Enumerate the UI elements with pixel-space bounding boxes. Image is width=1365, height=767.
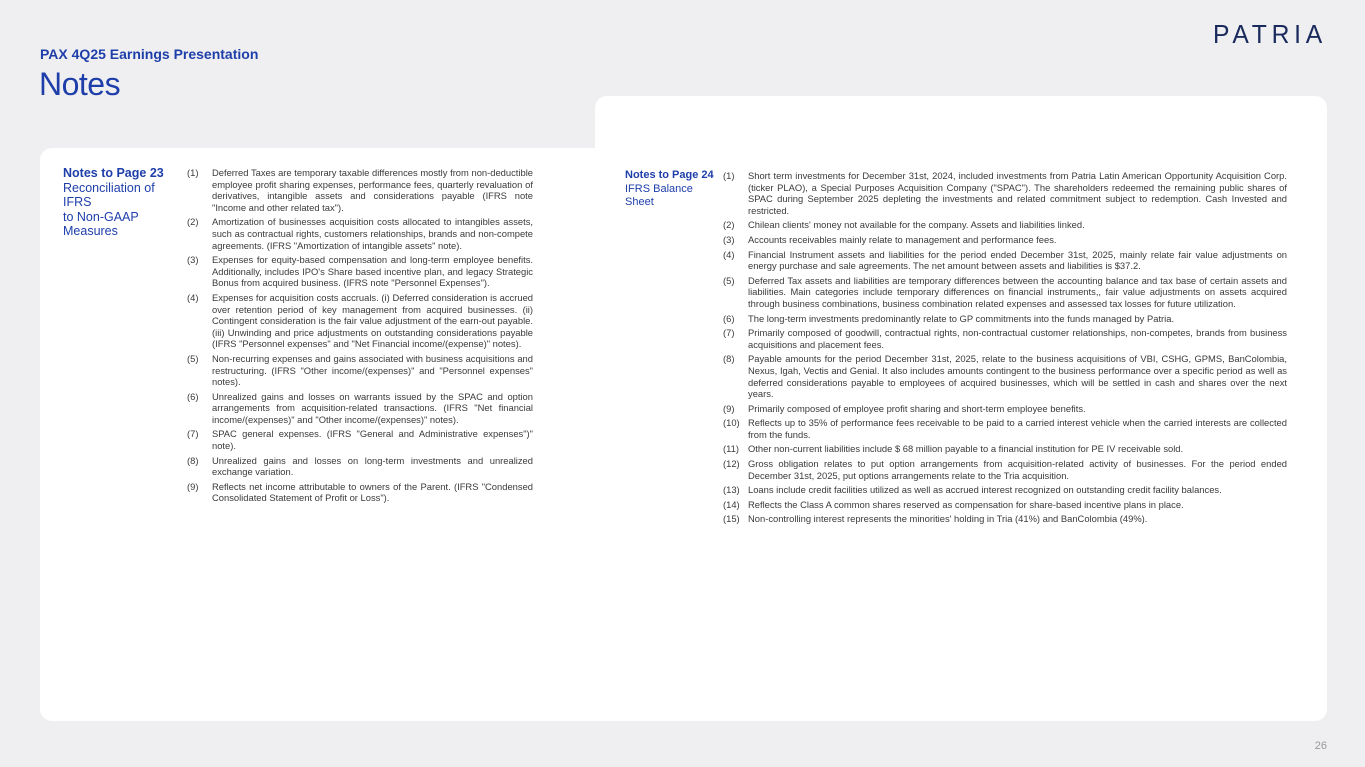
note-text: Financial Instrument assets and liabilities for the period ended December 31st, 2025, mainly relate fair value adjustments on energy purchase and sale agreements. The net amount between assets and liabilities is $37.2. [748,248,1287,272]
note-number: (11) [723,443,739,455]
note-text: Reflects up to 35% of performance fees receivable to be paid to a carried interest vehicle when the carried interests are collected from the funds. [748,417,1287,440]
note-text: Primarily composed of goodwill, contractual rights, non-contractual customer relationships, non-competes, brands from business acquisitions and placement fees. [748,327,1287,350]
note-item [187,167,533,213]
note-text: Expenses for equity-based compensation and long-term employee benefits. Additionally, includes IPO's Share based incentive plan, and legacy Strategic Bonus from acquired business. (IFRS note "Personnel Expenses"). [212,254,533,289]
note-number: (7) [187,428,199,440]
note-number: (14) [723,498,740,510]
note-item [723,458,1287,481]
note-text: Short term investments for December 31st, 2024, included investments from Patria Latin American Opportunity Acquisition Corp. (ticker PLAO), a Special Purposes Acquisition Company ("SPAC"). The shareholders redeemed the remaining public shares of SPAC during September 2025 depleting the investments and related commitment subject to redemption. Cash Invested and restricted. [748,170,1287,216]
note-text: Unrealized gains and losses on long-term investments and unrealized exchange variation. [212,454,533,478]
note-text: Expenses for acquisition costs accruals. (i) Deferred consideration is accrued over retention period of key management from acquired businesses. (ii) Contingent consideration is the fair value adjustment of the earn-out payable. (iii) Unwinding and price adjustments on outstanding considerations payable (IFRS "Personnel expenses" and "Net Financial income/(expense)" notes). [212,291,533,350]
note-text: Reflects the Class A common shares reserved as compensation for share-based incentive plans in place. [748,498,1184,510]
note-number: (10) [723,417,740,429]
note-number: (2) [187,216,199,228]
note-number: (8) [187,454,199,466]
left-subheading-line: Measures [63,224,118,238]
note-item [723,403,1287,415]
note-item [723,499,1287,511]
left-subheading-line: IFRS [63,195,92,209]
note-item [723,313,1287,325]
note-number: (7) [723,327,735,339]
note-number: (5) [187,352,199,364]
note-number: (8) [723,353,735,365]
note-text: Loans include credit facilities utilized as well as accrued interest recognized on outstanding credit facility balances. [748,484,1222,496]
note-number: (9) [723,402,735,414]
note-text: Deferred Tax assets and liabilities are temporary differences between the accounting balance and tax base of certain assets and liabilities. Main categories include temporary differences on financial instruments,, fair value adjustments on assets acquired through business combinations, business combination related expenses and assessed tax losses for future utilization. [748,274,1287,309]
left-heading-title: Notes to Page 23 [63,166,164,180]
note-number: (6) [187,390,199,402]
note-number: (4) [187,291,199,303]
note-item [187,292,533,350]
note-text: Chilean clients' money not available for the company. Assets and liabilities linked. [748,219,1085,231]
note-text: Non-recurring expenses and gains associated with business acquisitions and restructuring. (IFRS "Other income/(expenses)" and "Personnel expenses" notes). [212,352,533,388]
note-item [187,481,533,504]
note-text: Amortization of businesses acquisition costs allocated to intangibles assets, such as contractual rights, customers relationships, brands and non-compete agreements. (IFRS "Amortization of intangible assets" note). [212,216,533,251]
note-text: Unrealized gains and losses on warrants issued by the SPAC and option arrangements from acquisition-related transactions. (IFRS "Net financial income/(expenses)" and "Other income/(expenses)" notes). [212,390,533,425]
logo-text: PATRIA [1213,20,1327,46]
note-item [187,428,533,451]
patria-logo [1213,20,1327,46]
note-number: (6) [723,312,735,324]
note-text: Other non-current liabilities include $ 68 million payable to a financial institution for PE IV receivable sold. [748,443,1184,455]
note-number: (1) [187,167,199,178]
note-number: (4) [723,248,735,260]
note-text: SPAC general expenses. (IFRS "General and Administrative expenses")" note). [212,428,533,452]
note-item [723,170,1287,216]
left-section-heading [63,166,173,239]
right-subheading-line: Sheet [625,196,654,208]
note-number: (12) [723,458,740,470]
note-number: (5) [723,274,735,286]
note-item [187,353,533,388]
note-text: Non-controlling interest represents the minorities' holding in Tria (41%) and BanColombia (49%). [748,513,1148,525]
left-subheading-line: to Non-GAAP [63,209,139,224]
right-notes-list [723,170,1287,528]
presentation-subtitle: PAX 4Q25 Earnings Presentation [40,46,259,62]
note-item [723,417,1287,440]
note-number: (3) [187,254,199,266]
note-text: Reflects net income attributable to owners of the Parent. (IFRS "Condensed Consolidated Statement of Profit or Loss"). [212,480,533,504]
note-item [723,484,1287,496]
note-item [723,275,1287,310]
note-item [723,353,1287,399]
note-number: (1) [723,170,735,181]
note-item [723,219,1287,231]
note-text: Gross obligation relates to put option arrangements from acquisition-related activity of businesses. For the period ended December 31st, 2025, put options arrangements relate to the Tria acquisition. [748,458,1287,481]
left-notes-list [187,167,533,507]
note-item [187,391,533,426]
note-item [187,254,533,289]
right-section-heading [625,169,725,210]
note-item [723,234,1287,246]
note-item [187,455,533,478]
page-title: Notes [39,66,121,102]
note-item [723,443,1287,455]
note-number: (2) [723,219,735,231]
note-item [187,216,533,251]
note-number: (13) [723,484,740,496]
note-text: Payable amounts for the period December 31st, 2025, relate to the business acquisitions of VBI, CSHG, GPMS, BanColombia, Nexus, Igah, Vectis and Genial. It also includes amounts contingent to the business performance over a specific period as well as deferred considerations payable to employees of acquired businesses, which will be settled in cash and shares over the next years. [748,353,1287,400]
note-item [723,513,1287,525]
note-text: The long-term investments predominantly relate to GP commitments into the funds managed by Patria. [748,312,1175,324]
note-number: (15) [723,513,740,525]
note-text: Accounts receivables mainly relate to management and performance fees. [748,233,1057,245]
note-item [723,249,1287,272]
page-number: 26 [1314,740,1327,752]
right-heading-title: Notes to Page 24 [625,169,714,181]
note-number: (9) [187,480,199,492]
note-text: Deferred Taxes are temporary taxable differences mostly from non-deductible employee profit sharing expenses, performance fees, quarterly revaluation of derivatives, intangible assets and considerations payable (IFRS note "Income and other related tax"). [212,167,533,213]
note-number: (3) [723,233,735,245]
right-subheading-line: IFRS Balance [625,182,693,195]
note-text: Primarily composed of employee profit sharing and short-term employee benefits. [748,402,1086,414]
note-item [723,327,1287,350]
left-subheading-line: Reconciliation of [63,180,155,195]
